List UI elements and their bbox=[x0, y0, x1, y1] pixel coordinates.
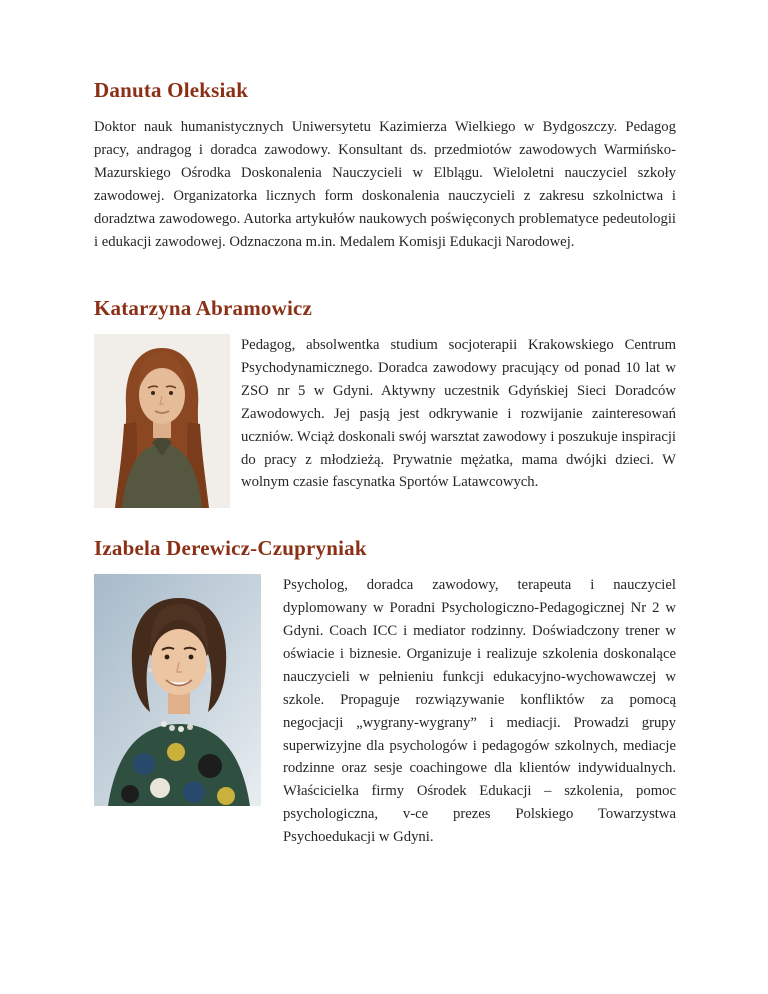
portrait-photo-izabela bbox=[94, 574, 261, 806]
bio-section-danuta-oleksiak bbox=[94, 78, 676, 254]
section-heading-katarzyna: Katarzyna Abramowicz bbox=[94, 295, 313, 320]
katarzyna-media-row bbox=[94, 334, 676, 508]
bio-text-danuta: Doktor nauk humanistycznych Uniwersytetu Kazimierza Wielkiego w Bydgoszczy. Pedagog pracy, andragog i doradca zawodowy. Konsultant ds. przedmiotów zawodowych Warmińsko-Mazurskiego Ośrodka Doskonalenia Nauczycieli w Elblągu. Wieloletni nauczyciel szkoły zawodowej. Organizatorka licznych form doskonalenia nauczycieli z zakresu szkolnictwa i doradztwa zawodowego. Autorka artykułów naukowych poświęconych problematyce pedeutologii i edukacji zawodowej. Odznaczona m.in. Medalem Komisji Edukacji Narodowej. bbox=[94, 119, 676, 250]
portrait-photo-katarzyna bbox=[94, 334, 230, 508]
section-heading-danuta: Danuta Oleksiak bbox=[94, 78, 249, 102]
bio-text-katarzyna: Pedagog, absolwentka studium socjoterapii Krakowskiego Centrum Psychodynamicznego. Doradca zawodowy pracujący od ponad 10 lat w ZSO nr 5 w Gdyni. Aktywny uczestnik Gdyńskiej Sieci Doradców Zawodowych. Jej pasją jest odkrywanie i rozwijanie zainteresowań uczniów. Wciąż doskonali swój warsztat zawodowy i poszukuje inspiracji do pracy z młodzieżą. Prywatnie mężatka, mama dwójki dzieci. W wolnym czasie fascynatka Sportów Latawcowych. bbox=[241, 336, 676, 491]
bio-section-izabela-derewicz bbox=[94, 536, 676, 849]
izabela-media-row bbox=[94, 574, 676, 849]
bio-section-katarzyna-abramowicz bbox=[94, 296, 676, 508]
section-heading-izabela: Izabela Derewicz-Czupryniak bbox=[94, 535, 367, 560]
bio-text-izabela: Psycholog, doradca zawodowy, terapeuta i nauczyciel dyplomowany w Poradni Psychologiczno-Pedagogicznej Nr 2 w Gdyni. Coach ICC i mediator rodzinny. Doświadczony trener w oświacie i biznesie. Organizuje i realizuje szkolenia doskonalące nauczycieli w pełnieniu funkcji edukacyjno-wychowawczej w szkole. Propaguje rozwiązywanie konfliktów za pomocą negocjacji „wygrany-wygrany” i mediacji. Prowadzi grupy superwizyjne dla psychologów i pedagogów szkolnych, mediacje rodzinne oraz sesje coachingowe dla klientów indywidualnych. Właścicielka firmy Ośrodek Edukacji – szkolenia, pomoc psychologiczna, v-ce prezes Polskiego Towarzystwa Psychoedukacji w Gdyni. bbox=[283, 577, 676, 846]
